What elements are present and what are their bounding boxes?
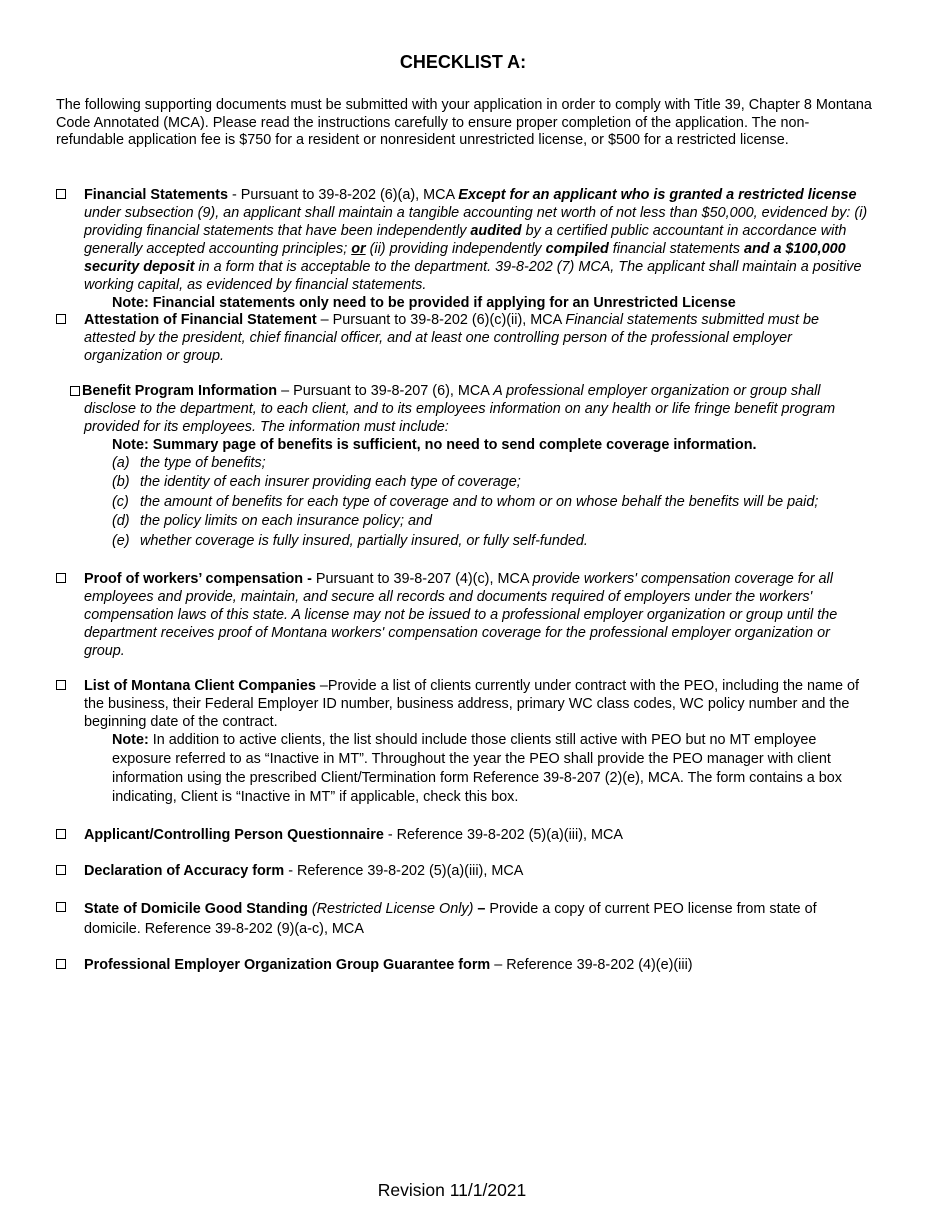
checklist-item-attestation (56, 311, 872, 365)
list-label: (a) (112, 455, 130, 471)
item-text: under subsection (9), an applicant shall maintain a tangible accounting net worth of not less than $50,000, evidenced by: (i) providing financial statements that have been independently (84, 205, 868, 239)
note-text: In addition to active clients, the list should include those clients still active with PEO but no MT employee exposure referred to as “Inactive in MT”. Throughout the year the PEO shall provide the PEO manager with client information using the prescribed Client/Termination form Reference 39-8-207 (2)(e), MCA. The form contains a box indicating, Client is “Inactive in MT” if applicable, check this box. (112, 732, 842, 805)
checklist-item-workers-comp (56, 570, 872, 660)
item-reference: – Pursuant to 39-8-202 (6)(c)(ii), MCA (316, 312, 566, 328)
list-item (112, 532, 872, 551)
checkbox-icon[interactable] (56, 959, 66, 969)
item-text: Financial statements submitted must be attested by the president, chief financial officer, and at least one controlling person of the professional employer organization or group. (84, 312, 819, 364)
item-text: provide workers' compensation coverage for all employees and provide, maintain, and secure all records and documents required of employers under the workers' compensation laws of this state. A license may not be issued to a professional employer organization or group until the department receives proof of Montana workers' compensation coverage for the professional employer organization or group. (84, 571, 838, 659)
list-item (112, 512, 872, 531)
item-heading: List of Montana Client Companies (84, 678, 316, 694)
item-reference: - Reference 39-8-202 (5)(a)(iii), MCA (383, 827, 623, 843)
checklist-item-benefit-program (56, 382, 872, 551)
checkbox-icon[interactable] (56, 573, 66, 583)
item-heading: Declaration of Accuracy form (84, 863, 285, 879)
item-reference: – Reference 39-8-202 (4)(e)(iii) (490, 957, 693, 973)
item-qualifier: (Restricted License Only) (307, 901, 478, 917)
emphasis: compiled (545, 241, 609, 257)
item-reference: – Pursuant to 39-8-207 (6), MCA (277, 383, 494, 399)
item-heading: Applicant/Controlling Person Questionnaire (84, 827, 384, 843)
checkbox-icon[interactable] (56, 829, 66, 839)
item-text: in a form that is acceptable to the department. 39-8-202 (7) MCA, The applicant shall maintain a positive working capital, as evidenced by financial statements. (84, 259, 862, 293)
list-text: the amount of benefits for each type of coverage and to whom or on whose behalf the benefits will be paid; (140, 493, 819, 510)
financial-note: Note: Financial statements only need to be provided if applying for an Unrestricted License (112, 295, 736, 311)
list-item (112, 454, 872, 473)
item-heading: Attestation of Financial Statement (84, 312, 317, 328)
checkbox-icon[interactable] (56, 902, 66, 912)
item-text: by a certified public accountant in accordance with generally accepted accounting principles; (84, 223, 847, 257)
checklist-item-domicile (56, 899, 872, 939)
checklist-item-financial-statements (56, 186, 872, 312)
item-dash: – (477, 901, 486, 917)
revision-footer: Revision 11/1/2021 (377, 1180, 527, 1200)
checkbox-icon[interactable] (56, 189, 66, 199)
list-item (112, 473, 872, 492)
benefit-note: Note: Summary page of benefits is sufficient, no need to send complete coverage information. (112, 437, 757, 453)
list-label: (b) (112, 474, 130, 491)
checklist-item-questionnaire (56, 826, 872, 844)
checkbox-icon[interactable] (56, 314, 66, 324)
list-label: (c) (112, 493, 129, 510)
emphasis: or (351, 241, 366, 257)
list-label: (d) (112, 513, 130, 530)
item-reference: - Reference 39-8-202 (5)(a)(iii), MCA (284, 863, 524, 879)
item-heading: Benefit Program Information (82, 383, 278, 399)
item-reference: - Pursuant to 39-8-202 (6)(a), MCA (227, 187, 459, 203)
item-heading: Proof of workers’ compensation - (84, 571, 312, 587)
intro-paragraph: The following supporting documents must be submitted with your application in order to comply with Title 39, Chapter 8 Montana Code Annotated (MCA). Please read the instructions carefully to ensure proper completion of the application. The non-refundable application fee is $750 for a resident or nonresident unrestricted license, or $500 for a restricted license. (56, 97, 872, 149)
list-item (112, 493, 872, 512)
item-text: A professional employer organization or group shall disclose to the department, to each client, and to its employees information on any health or life fringe benefit program provided for its employees. The information must include: (84, 383, 836, 435)
note-label: Note: (112, 732, 149, 748)
page-title: CHECKLIST A: (399, 52, 527, 72)
emphasis: and a $100,000 security deposit (84, 241, 846, 275)
item-text: Provide a copy of current PEO license from state of domicile. Reference 39-8-202 (9)(a-c), MCA (84, 901, 817, 937)
item-reference: Pursuant to 39-8-207 (4)(c), MCA (311, 571, 533, 587)
checkbox-icon[interactable] (70, 386, 80, 396)
item-text: (ii) providing independently (365, 241, 546, 257)
emphasis: Except for an applicant who is granted a restricted license (458, 187, 857, 203)
checkbox-icon[interactable] (56, 680, 66, 690)
list-label: (e) (112, 532, 130, 549)
item-heading: Professional Employer Organization Group Guarantee form (84, 957, 491, 973)
list-text: the identity of each insurer providing each type of coverage; (140, 474, 521, 491)
list-text: whether coverage is fully insured, partially insured, or fully self-funded. (140, 532, 588, 549)
benefit-list (112, 454, 872, 551)
checklist-item-declaration (56, 862, 872, 880)
list-text: the type of benefits; (140, 455, 266, 471)
list-text: the policy limits on each insurance policy; and (140, 513, 432, 530)
item-text: –Provide a list of clients currently under contract with the PEO, including the name of the business, their Federal Employer ID number, business address, primary WC class codes, WC policy number and the beginning date of the contract. (84, 678, 859, 730)
item-heading: State of Domicile Good Standing (84, 901, 308, 917)
emphasis: audited (470, 223, 522, 239)
item-heading: Financial Statements (84, 187, 228, 203)
checklist-item-guarantee (56, 956, 872, 974)
item-text: financial statements (608, 241, 744, 257)
checkbox-icon[interactable] (56, 865, 66, 875)
checklist-item-client-companies (56, 677, 872, 807)
